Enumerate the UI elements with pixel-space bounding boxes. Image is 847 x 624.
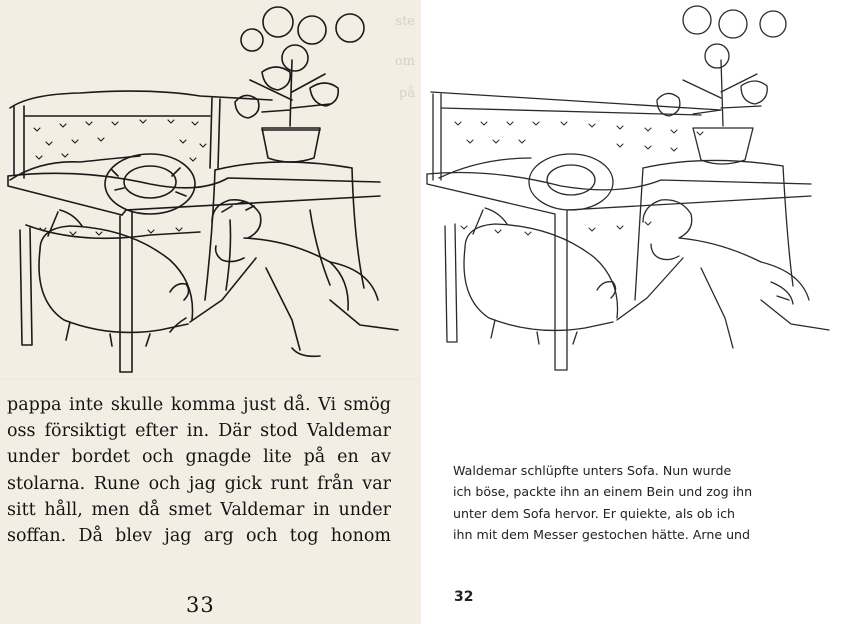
text-line: ihn mit dem Messer gestochen hätte. Arne und xyxy=(453,526,751,542)
boy-pig-sofa-illustration xyxy=(0,0,421,385)
text-line: sitt håll, men då smet Valdemar in under xyxy=(7,499,391,520)
show-through-text: ste xyxy=(395,14,415,29)
left-page xyxy=(0,0,421,624)
right-page-text xyxy=(453,460,833,545)
plant xyxy=(235,7,364,162)
text-line: unter dem Sofa hervor. Er quiekte, als ob ich xyxy=(453,505,736,521)
text-line: soffan. Då blev jag arg och tog honom xyxy=(7,525,391,546)
text-line: ich böse, packte ihn an einem Bein und zog ihn xyxy=(453,484,753,500)
sofa-pattern xyxy=(455,122,703,235)
page-number-right: 32 xyxy=(454,589,474,605)
show-through-text: på xyxy=(398,86,415,101)
sofa xyxy=(427,92,811,370)
boy-pig-sofa-illustration-right xyxy=(421,0,847,385)
boy xyxy=(617,200,829,348)
pig xyxy=(39,210,193,346)
table xyxy=(205,162,364,300)
text-line: Waldemar schlüpfte unters Sofa. Nun wurde xyxy=(453,463,732,478)
text-line: under bordet och gnagde lite på en av xyxy=(7,447,391,468)
text-line: stolarna. Rune och jag gick runt från var xyxy=(7,473,391,494)
text-line: oss försiktigt efter in. Där stod Valdemar xyxy=(7,421,391,442)
sofa xyxy=(8,91,380,372)
boy xyxy=(170,200,398,357)
plant xyxy=(657,6,786,164)
left-page-text xyxy=(7,392,391,549)
right-page xyxy=(421,0,847,624)
show-through-text: om xyxy=(394,54,415,69)
page-number-left: 33 xyxy=(186,593,215,617)
text-line: pappa inte skulle komma just då. Vi smög xyxy=(7,395,391,415)
